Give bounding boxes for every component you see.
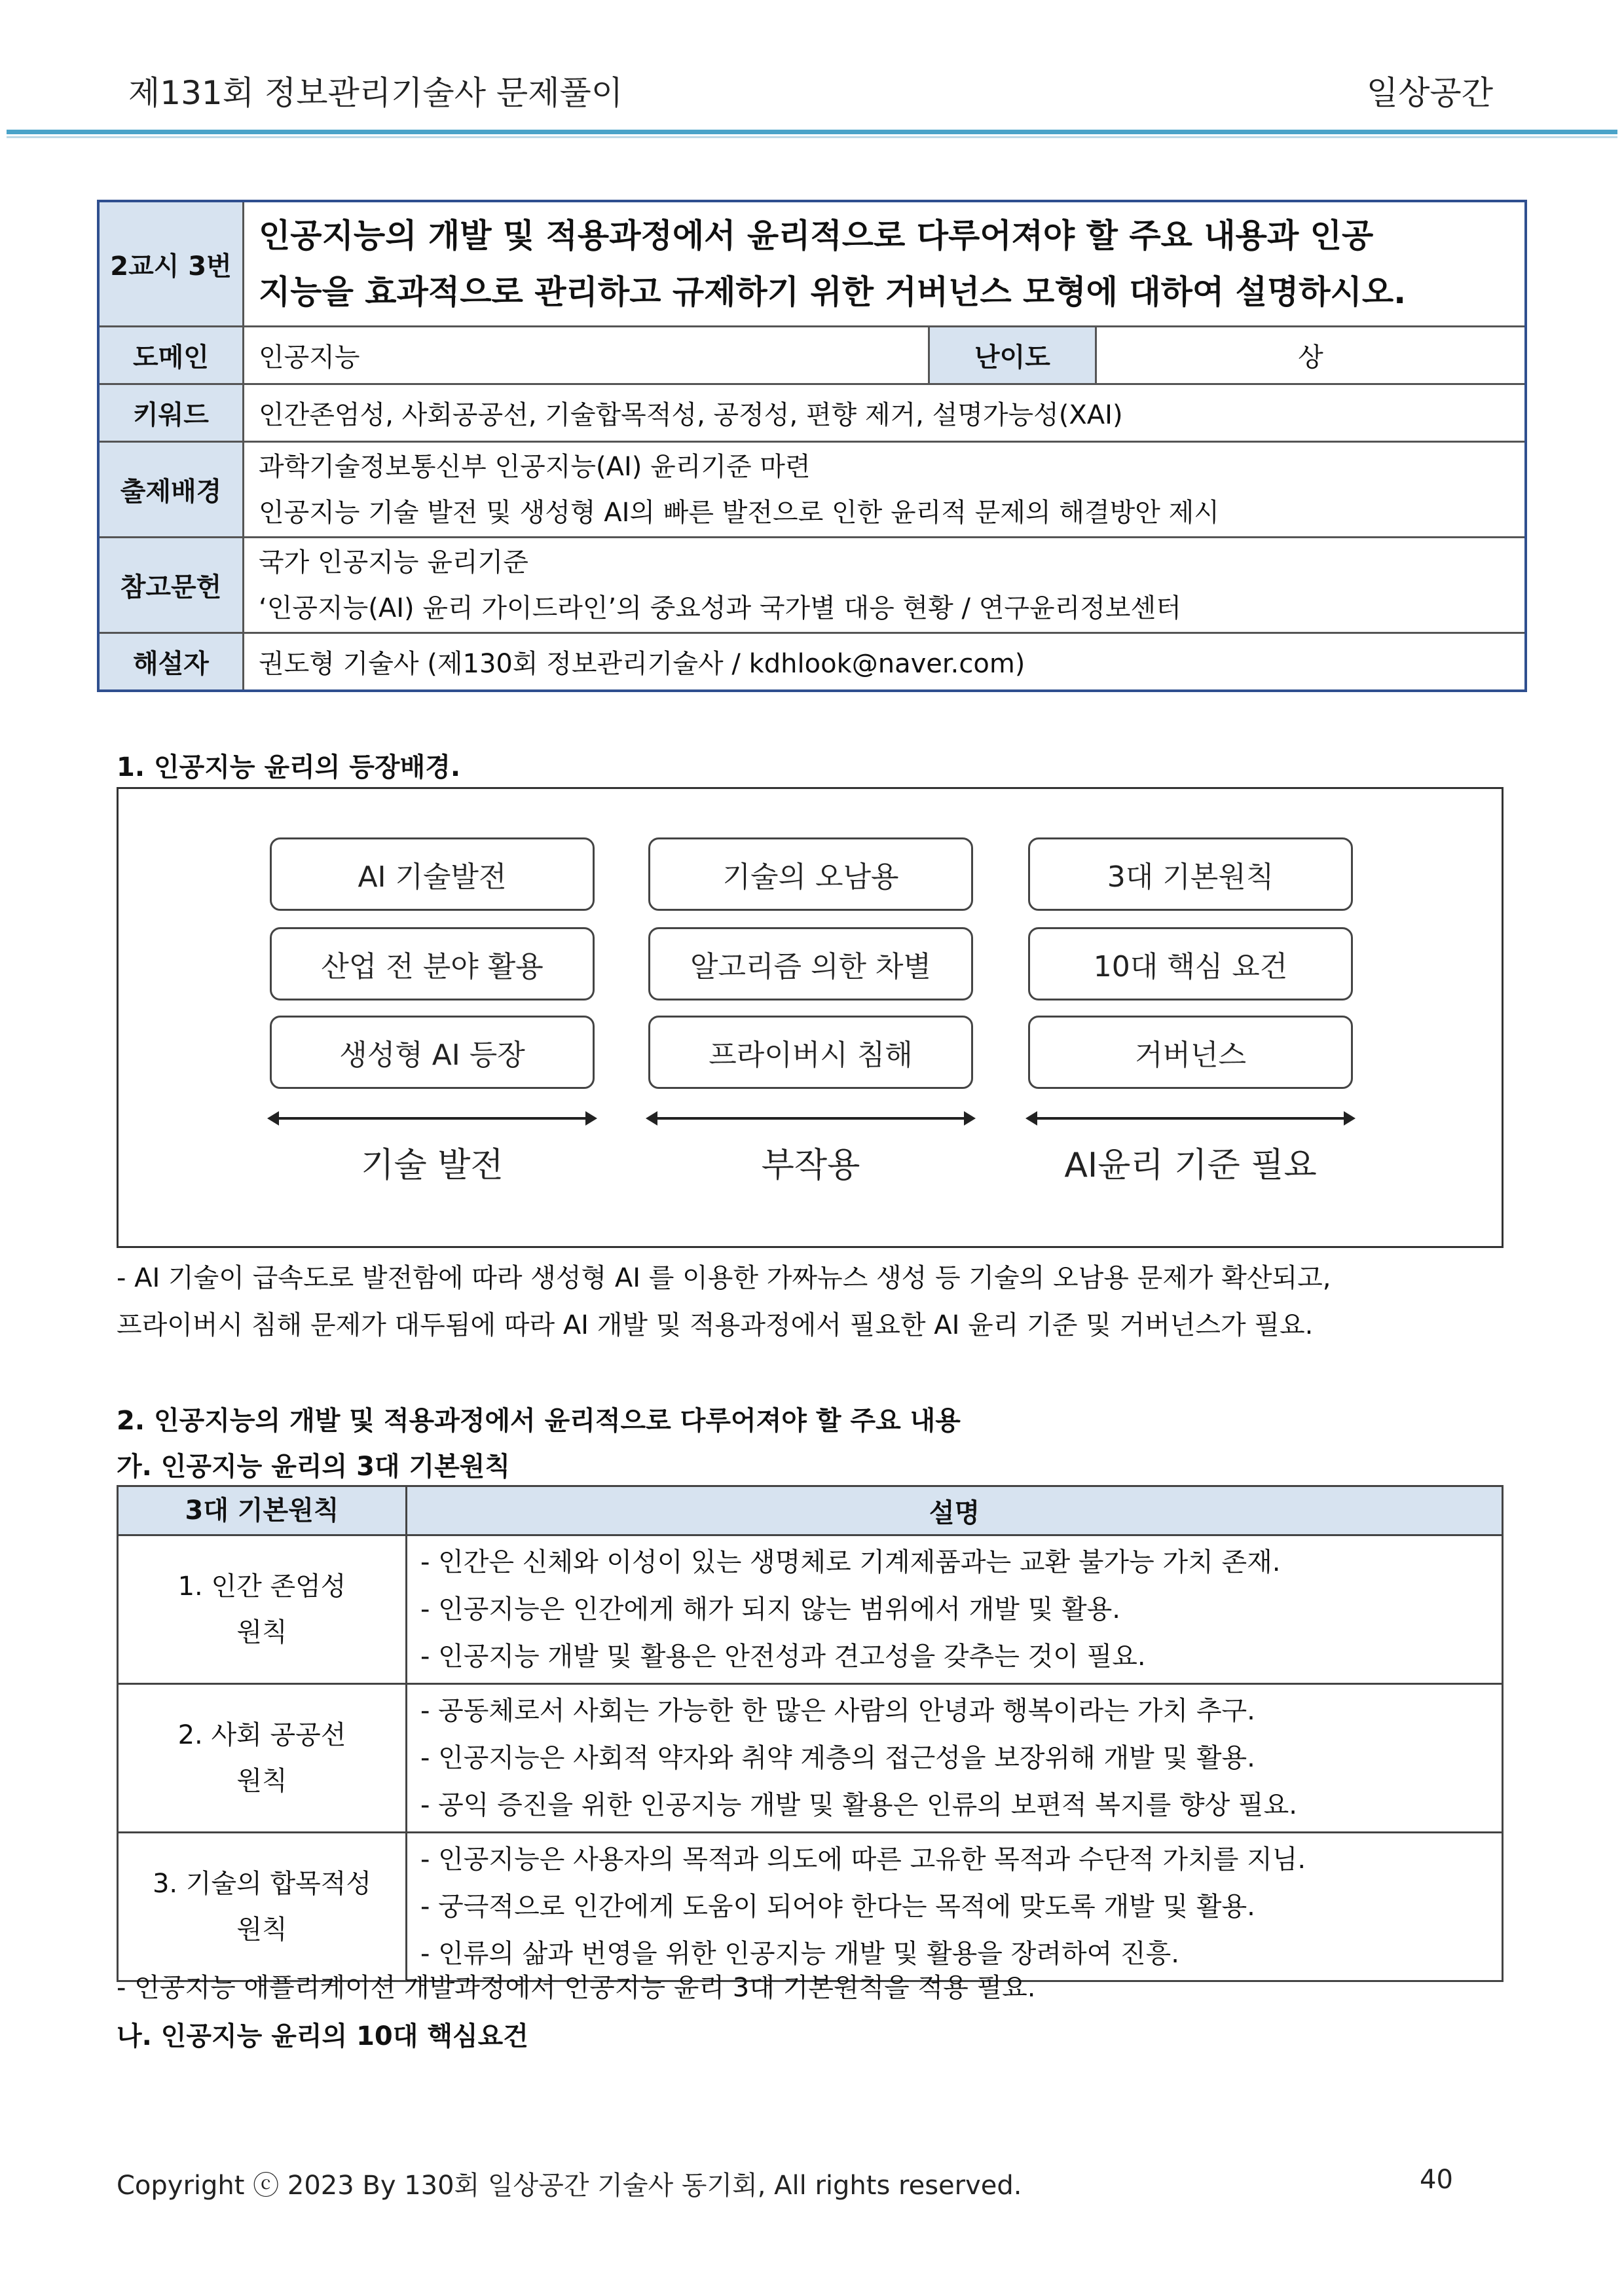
header-divider-shadow — [7, 136, 1617, 138]
section-2-title: 2. 인공지능의 개발 및 적용과정에서 윤리적으로 다루어져야 할 주요 내용 — [117, 1406, 961, 1436]
reference-line-2: ‘인공지능(AI) 윤리 가이드라인’의 중요성과 국가별 대응 현황 / 연구윤리정보센터 — [259, 593, 1181, 623]
document-title: 제131회 정보관리기술사 문제풀이 — [128, 74, 623, 112]
diagram-box-ai-tech: AI 기술발전 — [270, 837, 595, 911]
diagram-box-discrimination: 알고리즘 의한 차별 — [648, 927, 973, 1001]
table-row — [118, 1684, 1503, 1833]
question-label: 2교시 3번 — [98, 201, 244, 327]
page-number: 40 — [1420, 2165, 1453, 2195]
description-line: - 공동체로서 사회는 가능한 한 많은 사람의 안녕과 행복이라는 가치 추구. — [420, 1696, 1255, 1726]
diagram-box-privacy: 프라이버시 침해 — [648, 1016, 973, 1089]
principle-name — [118, 1535, 407, 1684]
principles-table — [117, 1485, 1504, 1982]
principle-description — [407, 1684, 1503, 1833]
keywords-value: 인간존엄성, 사회공공선, 기술합목적성, 공정성, 편향 제거, 설명가능성(XAI) — [244, 384, 1526, 442]
reference-line-1: 국가 인공지능 윤리기준 — [259, 547, 528, 578]
description-line: - 공익 증진을 위한 인공지능 개발 및 활용은 인류의 보편적 복지를 향상 필요. — [420, 1790, 1297, 1820]
brand-name: 일상공간 — [1366, 74, 1493, 112]
principle-name-line: 2. 사회 공공선 — [177, 1720, 346, 1750]
author-value: 권도형 기술사 (제130회 정보관리기술사 / kdhlook@naver.com) — [244, 633, 1526, 691]
description-line: - 인공지능은 사용자의 목적과 의도에 따른 고유한 목적과 수단적 가치를 지님. — [420, 1845, 1306, 1875]
keywords-label: 키워드 — [98, 384, 244, 442]
diagram-box-industry-use: 산업 전 분야 활용 — [270, 927, 595, 1001]
table-row — [118, 1535, 1503, 1684]
description-line: - 궁극적으로 인간에게 도움이 되어야 한다는 목적에 맞도록 개발 및 활용. — [420, 1892, 1255, 1922]
background-diagram — [117, 787, 1504, 1248]
question-info-table — [97, 200, 1527, 692]
principle-name-line: 원칙 — [236, 1915, 287, 1945]
diagram-box-generative-ai: 생성형 AI 등장 — [270, 1016, 595, 1089]
principle-name-line: 3. 기술의 합목적성 — [152, 1869, 372, 1899]
diagram-arrow-ethics — [1028, 1117, 1353, 1120]
principle-description — [407, 1535, 1503, 1684]
description-line: - 인류의 삶과 번영을 위한 인공지능 개발 및 활용을 장려하여 진흥. — [420, 1939, 1179, 1969]
header-divider — [7, 130, 1617, 134]
background-line-2: 인공지능 기술 발전 및 생성형 AI의 빠른 발전으로 인한 윤리적 문제의 해결방안 제시 — [259, 497, 1219, 528]
description-line: - 인공지능은 사회적 약자와 취약 계층의 접근성을 보장위해 개발 및 활용. — [420, 1743, 1255, 1773]
description-line: - 인공지능은 인간에게 해가 되지 않는 범위에서 개발 및 활용. — [420, 1594, 1120, 1625]
principles-header-name: 3대 기본원칙 — [118, 1486, 407, 1535]
diagram-label-tech: 기술 발전 — [361, 1146, 504, 1185]
copyright-footer: Copyright ⓒ 2023 By 130회 일상공간 기술사 동기회, All rights reserved. — [117, 2171, 1022, 2201]
reference-value — [244, 538, 1526, 633]
diagram-box-10-requirements: 10대 핵심 요건 — [1028, 927, 1353, 1001]
section-2a-title: 가. 인공지능 윤리의 3대 기본원칙 — [117, 1452, 511, 1482]
section-1-title: 1. 인공지능 윤리의 등장배경. — [117, 752, 461, 782]
diagram-arrow-side-effects — [648, 1117, 973, 1120]
question-text — [244, 201, 1526, 327]
description-line: - 인공지능 개발 및 활용은 안전성과 견고성을 갖추는 것이 필요. — [420, 1642, 1146, 1672]
principle-name — [118, 1684, 407, 1833]
author-label: 해설자 — [98, 633, 244, 691]
principle-name-line: 원칙 — [236, 1617, 287, 1647]
principles-header-desc: 설명 — [407, 1486, 1503, 1535]
section-1-paragraph-line-1: - AI 기술이 급속도로 발전함에 따라 생성형 AI 를 이용한 가짜뉴스 생성 등 기술의 오남용 문제가 확산되고, — [117, 1263, 1331, 1293]
difficulty-value: 상 — [1096, 327, 1526, 384]
section-1-paragraph-line-2: 프라이버시 침해 문제가 대두됨에 따라 AI 개발 및 적용과정에서 필요한 AI 윤리 기준 및 거버넌스가 필요. — [117, 1310, 1314, 1340]
principle-description — [407, 1833, 1503, 1981]
diagram-box-governance: 거버넌스 — [1028, 1016, 1353, 1089]
difficulty-label: 난이도 — [929, 327, 1096, 384]
domain-value: 인공지능 — [244, 327, 929, 384]
domain-label: 도메인 — [98, 327, 244, 384]
background-label: 출제배경 — [98, 442, 244, 538]
description-line: - 인간은 신체와 이성이 있는 생명체로 기계제품과는 교환 불가능 가치 존재. — [420, 1547, 1281, 1577]
reference-label: 참고문헌 — [98, 538, 244, 633]
background-line-1: 과학기술정보통신부 인공지능(AI) 윤리기준 마련 — [259, 451, 811, 482]
principle-name — [118, 1833, 407, 1981]
diagram-box-misuse: 기술의 오남용 — [648, 837, 973, 911]
principle-name-line: 1. 인간 존엄성 — [177, 1571, 346, 1602]
question-line-1: 인공지능의 개발 및 적용과정에서 윤리적으로 다루어져야 할 주요 내용과 인공 — [259, 217, 1374, 255]
diagram-label-ethics: AI윤리 기준 필요 — [1064, 1146, 1317, 1185]
background-value — [244, 442, 1526, 538]
table-row — [118, 1833, 1503, 1981]
section-2b-title: 나. 인공지능 윤리의 10대 핵심요건 — [117, 2021, 528, 2051]
section-2-note: - 인공지능 애플리케이션 개발과정에서 인공지능 윤리 3대 기본원칙을 적용 필요. — [117, 1973, 1036, 2003]
diagram-label-side-effects: 부작용 — [761, 1146, 860, 1185]
principle-name-line: 원칙 — [236, 1766, 287, 1796]
question-line-2: 지능을 효과적으로 관리하고 규제하기 위한 거버넌스 모형에 대하여 설명하시오. — [259, 273, 1407, 311]
diagram-box-3-principles: 3대 기본원칙 — [1028, 837, 1353, 911]
diagram-arrow-tech — [270, 1117, 595, 1120]
